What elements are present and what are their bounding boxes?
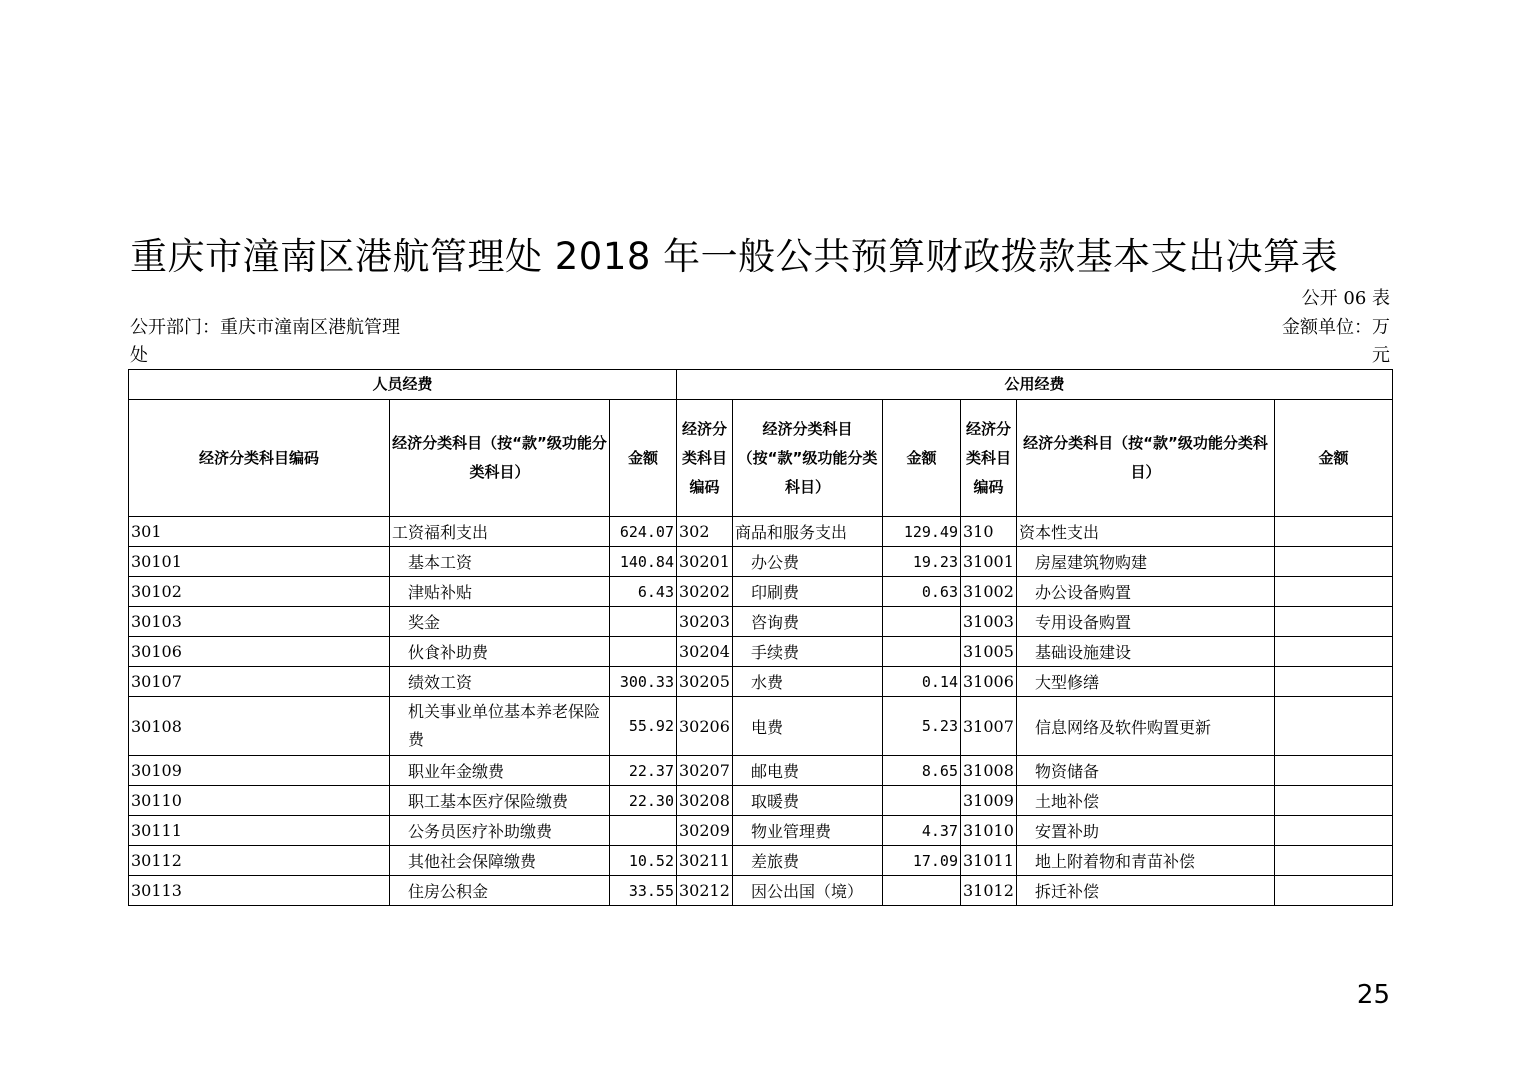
name-cell: 房屋建筑物购建 <box>1017 547 1275 577</box>
name-cell: 取暖费 <box>733 786 883 816</box>
name-cell: 差旅费 <box>733 846 883 876</box>
code-cell: 30204 <box>677 637 733 667</box>
name-cell: 办公设备购置 <box>1017 577 1275 607</box>
code-cell: 30107 <box>129 667 390 697</box>
code-cell: 31005 <box>961 637 1017 667</box>
code-cell: 30201 <box>677 547 733 577</box>
name-cell: 邮电费 <box>733 756 883 786</box>
amount-cell: 33.55 <box>610 876 677 906</box>
amount-cell: 300.33 <box>610 667 677 697</box>
table-row <box>129 637 1393 667</box>
name-cell: 基本工资 <box>390 547 610 577</box>
code-cell: 30103 <box>129 607 390 637</box>
name-cell: 工资福利支出 <box>390 517 610 547</box>
name-cell: 奖金 <box>390 607 610 637</box>
code-cell: 31010 <box>961 816 1017 846</box>
code-cell: 30206 <box>677 697 733 756</box>
budget-table <box>128 369 1393 906</box>
table-row <box>129 786 1393 816</box>
name-cell: 机关事业单位基本养老保险费 <box>390 697 610 756</box>
amount-cell: 624.07 <box>610 517 677 547</box>
code-cell: 31002 <box>961 577 1017 607</box>
amount-cell <box>1275 876 1393 906</box>
col-header-name: 经济分类科目（按“款”级功能分类科目） <box>733 400 883 517</box>
name-cell: 地上附着物和青苗补偿 <box>1017 846 1275 876</box>
code-cell: 30212 <box>677 876 733 906</box>
amount-cell <box>610 816 677 846</box>
amount-cell: 6.43 <box>610 577 677 607</box>
code-cell: 31008 <box>961 756 1017 786</box>
code-cell: 30112 <box>129 846 390 876</box>
code-cell: 31012 <box>961 876 1017 906</box>
column-header-row <box>129 400 1393 517</box>
code-cell: 31006 <box>961 667 1017 697</box>
name-cell: 拆迁补偿 <box>1017 876 1275 906</box>
name-cell: 安置补助 <box>1017 816 1275 846</box>
col-header-name: 经济分类科目（按“款”级功能分类科目） <box>390 400 610 517</box>
name-cell: 职工基本医疗保险缴费 <box>390 786 610 816</box>
form-number: 公开 06 表 <box>1301 288 1390 309</box>
amount-cell: 19.23 <box>883 547 961 577</box>
name-cell: 水费 <box>733 667 883 697</box>
amount-cell <box>610 637 677 667</box>
code-cell: 30113 <box>129 876 390 906</box>
amount-cell <box>1275 637 1393 667</box>
col-header-amount: 金额 <box>883 400 961 517</box>
code-cell: 301 <box>129 517 390 547</box>
code-cell: 30111 <box>129 816 390 846</box>
amount-cell <box>610 607 677 637</box>
col-header-name: 经济分类科目（按“款”级功能分类科目） <box>1017 400 1275 517</box>
name-cell: 大型修缮 <box>1017 667 1275 697</box>
col-header-code: 经济分类科目编码 <box>129 400 390 517</box>
code-cell: 30108 <box>129 697 390 756</box>
page-title: 重庆市潼南区港航管理处 2018 年一般公共预算财政拨款基本支出决算表 <box>130 235 1339 278</box>
code-cell: 30209 <box>677 816 733 846</box>
code-cell: 31007 <box>961 697 1017 756</box>
name-cell: 因公出国（境） <box>733 876 883 906</box>
code-cell: 31003 <box>961 607 1017 637</box>
code-cell: 30109 <box>129 756 390 786</box>
table-row <box>129 756 1393 786</box>
code-cell: 30207 <box>677 756 733 786</box>
name-cell: 电费 <box>733 697 883 756</box>
amount-cell: 22.30 <box>610 786 677 816</box>
amount-cell <box>1275 786 1393 816</box>
name-cell: 信息网络及软件购置更新 <box>1017 697 1275 756</box>
amount-cell <box>883 637 961 667</box>
name-cell: 基础设施建设 <box>1017 637 1275 667</box>
code-cell: 30110 <box>129 786 390 816</box>
amount-cell <box>1275 577 1393 607</box>
amount-cell <box>883 876 961 906</box>
table-row <box>129 816 1393 846</box>
table-row <box>129 547 1393 577</box>
group-public: 公用经费 <box>677 370 1393 400</box>
page-number: 25 <box>1356 980 1390 1010</box>
table-row <box>129 607 1393 637</box>
amount-cell <box>1275 697 1393 756</box>
code-cell: 30101 <box>129 547 390 577</box>
name-cell: 手续费 <box>733 637 883 667</box>
code-cell: 302 <box>677 517 733 547</box>
amount-cell <box>1275 517 1393 547</box>
amount-cell: 10.52 <box>610 846 677 876</box>
name-cell: 伙食补助费 <box>390 637 610 667</box>
code-cell: 30106 <box>129 637 390 667</box>
table-row <box>129 876 1393 906</box>
name-cell: 公务员医疗补助缴费 <box>390 816 610 846</box>
table-row <box>129 667 1393 697</box>
amount-cell: 22.37 <box>610 756 677 786</box>
group-header-row <box>129 370 1393 400</box>
col-header-amount: 金额 <box>610 400 677 517</box>
code-cell: 30102 <box>129 577 390 607</box>
code-cell: 310 <box>961 517 1017 547</box>
amount-cell: 8.65 <box>883 756 961 786</box>
name-cell: 住房公积金 <box>390 876 610 906</box>
code-cell: 31009 <box>961 786 1017 816</box>
group-personnel: 人员经费 <box>129 370 677 400</box>
name-cell: 办公费 <box>733 547 883 577</box>
amount-cell: 4.37 <box>883 816 961 846</box>
amount-cell <box>1275 607 1393 637</box>
table-row <box>129 846 1393 876</box>
name-cell: 职业年金缴费 <box>390 756 610 786</box>
code-cell: 30202 <box>677 577 733 607</box>
amount-cell <box>1275 756 1393 786</box>
name-cell: 其他社会保障缴费 <box>390 846 610 876</box>
amount-cell <box>1275 846 1393 876</box>
name-cell: 物资储备 <box>1017 756 1275 786</box>
col-header-code: 经济分类科目编码 <box>677 400 733 517</box>
amount-cell: 0.14 <box>883 667 961 697</box>
amount-cell <box>1275 667 1393 697</box>
amount-cell: 140.84 <box>610 547 677 577</box>
code-cell: 31011 <box>961 846 1017 876</box>
amount-cell: 55.92 <box>610 697 677 756</box>
table-row <box>129 517 1393 547</box>
name-cell: 咨询费 <box>733 607 883 637</box>
code-cell: 30208 <box>677 786 733 816</box>
name-cell: 商品和服务支出 <box>733 517 883 547</box>
name-cell: 土地补偿 <box>1017 786 1275 816</box>
name-cell: 津贴补贴 <box>390 577 610 607</box>
col-header-amount: 金额 <box>1275 400 1393 517</box>
unit-label: 金额单位：万元 <box>1282 317 1390 366</box>
name-cell: 专用设备购置 <box>1017 607 1275 637</box>
table-row <box>129 577 1393 607</box>
department-label: 公开部门：重庆市潼南区港航管理处 <box>130 317 400 366</box>
code-cell: 31001 <box>961 547 1017 577</box>
name-cell: 印刷费 <box>733 577 883 607</box>
code-cell: 30211 <box>677 846 733 876</box>
amount-cell <box>1275 816 1393 846</box>
name-cell: 物业管理费 <box>733 816 883 846</box>
amount-cell: 5.23 <box>883 697 961 756</box>
table-row <box>129 697 1393 756</box>
amount-cell: 17.09 <box>883 846 961 876</box>
amount-cell <box>883 607 961 637</box>
name-cell: 绩效工资 <box>390 667 610 697</box>
code-cell: 30203 <box>677 607 733 637</box>
amount-cell: 129.49 <box>883 517 961 547</box>
amount-cell <box>883 786 961 816</box>
amount-cell <box>1275 547 1393 577</box>
code-cell: 30205 <box>677 667 733 697</box>
col-header-code: 经济分类科目编码 <box>961 400 1017 517</box>
amount-cell: 0.63 <box>883 577 961 607</box>
name-cell: 资本性支出 <box>1017 517 1275 547</box>
